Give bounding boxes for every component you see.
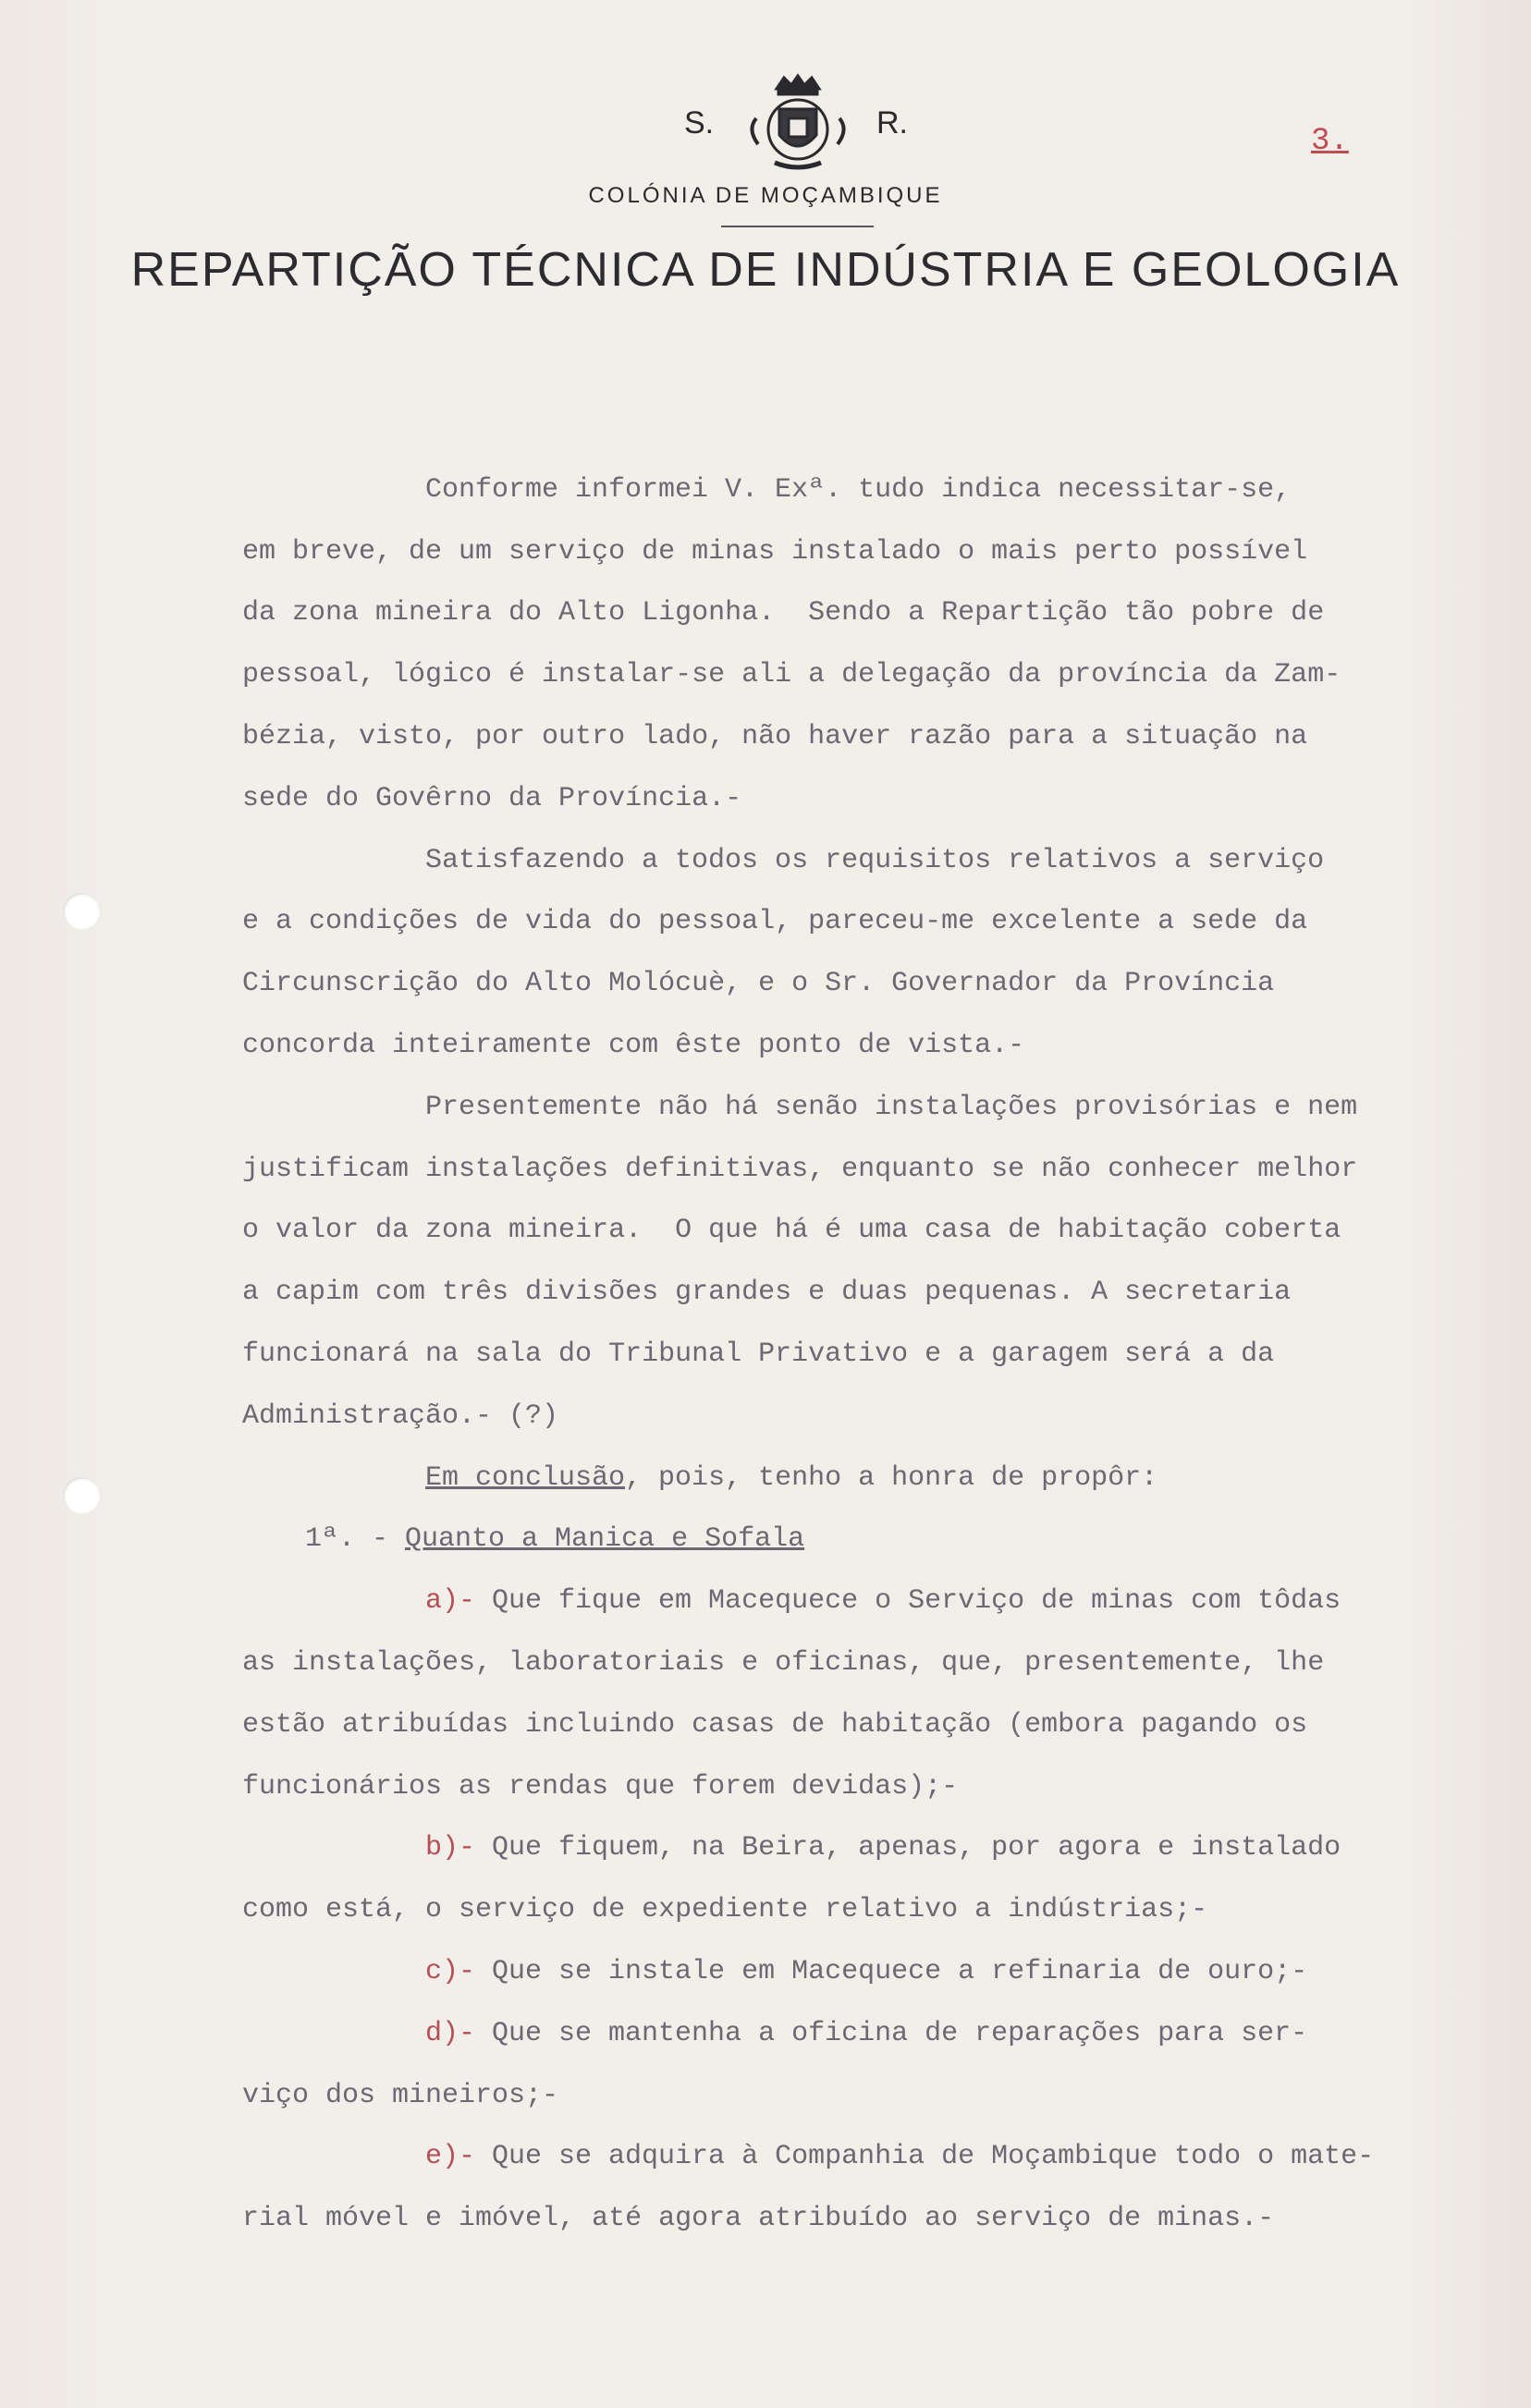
- item-title: Quanto a Manica e Sofala: [405, 1523, 805, 1556]
- paragraph-line: concorda inteiramente com êste ponto de vista.-: [242, 1029, 1025, 1061]
- sub-item-label: b)-: [425, 1832, 476, 1864]
- sub-item-text: Que se adquira à Companhia de Moçambique todo o mate-: [475, 2141, 1375, 2173]
- paragraph-line: da zona mineira do Alto Ligonha. Sendo a Repartição tão pobre de: [242, 597, 1325, 630]
- paragraph-line: justificam instalações definitivas, enquanto se não conhecer melhor: [242, 1153, 1358, 1185]
- paragraph-line: e a condições de vida do pessoal, pareceu-me excelente a sede da: [242, 906, 1308, 938]
- paragraph-line: bézia, visto, por outro lado, não haver razão para a situação na: [242, 720, 1308, 752]
- sub-item-b: [242, 1817, 1490, 1879]
- conclusion-rest: , pois, tenho a honra de propôr:: [625, 1461, 1158, 1494]
- sub-item-d: [242, 2003, 1490, 2065]
- sub-item-label: c)-: [425, 1955, 476, 1987]
- paragraph-line: viço dos mineiros;-: [242, 2079, 559, 2111]
- department-title: REPARTIÇÃO TÉCNICA DE INDÚSTRIA E GEOLOGIA: [130, 243, 1401, 297]
- crest-row: [684, 92, 915, 148]
- paragraph-line: Conforme informei V. Exª. tudo indica necessitar-se,: [425, 473, 1292, 506]
- item-heading-line: [242, 1509, 1490, 1571]
- paragraph-line: rial móvel e imóvel, até agora atribuído ao serviço de minas.-: [242, 2203, 1275, 2235]
- section-title-line: [242, 397, 1490, 459]
- page-number: 3.: [1311, 124, 1349, 159]
- paragraph-line: em breve, de um serviço de minas instalado o mais perto possível: [242, 535, 1308, 568]
- paragraph-line: Satisfazendo a todos os requisitos relativos a serviço: [425, 844, 1325, 876]
- sub-item-text: Que fique em Macequece o Serviço de minas com tôdas: [475, 1585, 1341, 1618]
- sub-item-text: Que se mantenha a oficina de reparações para ser-: [475, 2017, 1308, 2049]
- sub-item-label: e)-: [425, 2141, 476, 2173]
- paragraph-line: Administração.- (?): [242, 1400, 559, 1432]
- colony-name: COLÓNIA DE MOÇAMBIQUE: [588, 183, 943, 208]
- paragraph-line: as instalações, laboratoriais e oficinas, que, presentemente, lhe: [242, 1646, 1325, 1679]
- paragraph-line: sede do Govêrno da Província.-: [242, 782, 742, 814]
- conclusion-lead: Em conclusão: [425, 1461, 626, 1494]
- sub-item-text: Que fiquem, na Beira, apenas, por agora e instalado: [475, 1832, 1341, 1864]
- sr-left-initial: S.: [684, 105, 715, 141]
- paragraph-line: a capim com três divisões grandes e duas pequenas. A secretaria: [242, 1277, 1292, 1309]
- paragraph-line: pessoal, lógico é instalar-se ali a delegação da província da Zam-: [242, 659, 1341, 691]
- punch-hole-top: [63, 893, 100, 930]
- paragraph-line: funcionará na sala do Tribunal Privativo e a garagem será a da: [242, 1338, 1275, 1370]
- header-divider: [721, 226, 874, 227]
- paragraph-line: o valor da zona mineira. O que há é uma casa de habitação coberta: [242, 1215, 1341, 1247]
- paragraph-line: estão atribuídas incluindo casas de habitação (embora pagando os: [242, 1708, 1308, 1741]
- coat-of-arms-icon: [738, 72, 858, 174]
- sub-item-a: [242, 1571, 1490, 1632]
- paragraph-line: funcionários as rendas que forem devidas);-: [242, 1770, 959, 1803]
- sr-right-initial: R.: [876, 105, 908, 141]
- sub-item-c: [242, 1941, 1490, 2003]
- paragraph-line: Circunscrição do Alto Molócuè, e o Sr. Governador da Província: [242, 968, 1275, 1000]
- sub-item-e: [242, 2126, 1490, 2188]
- letter-body: [242, 397, 1490, 2250]
- sub-item-text: Que se instale em Macequece a refinaria de ouro;-: [475, 1955, 1308, 1987]
- conclusion-line: [242, 1448, 1490, 1510]
- sub-item-label: a)-: [425, 1585, 476, 1618]
- sub-item-label: d)-: [425, 2017, 476, 2049]
- item-number: 1ª. -: [305, 1523, 406, 1556]
- paragraph-line: como está, o serviço de expediente relativo a indústrias;-: [242, 1894, 1208, 1926]
- punch-hole-bottom: [63, 1477, 100, 1514]
- paragraph-line: Presentemente não há senão instalações provisórias e nem: [425, 1091, 1358, 1123]
